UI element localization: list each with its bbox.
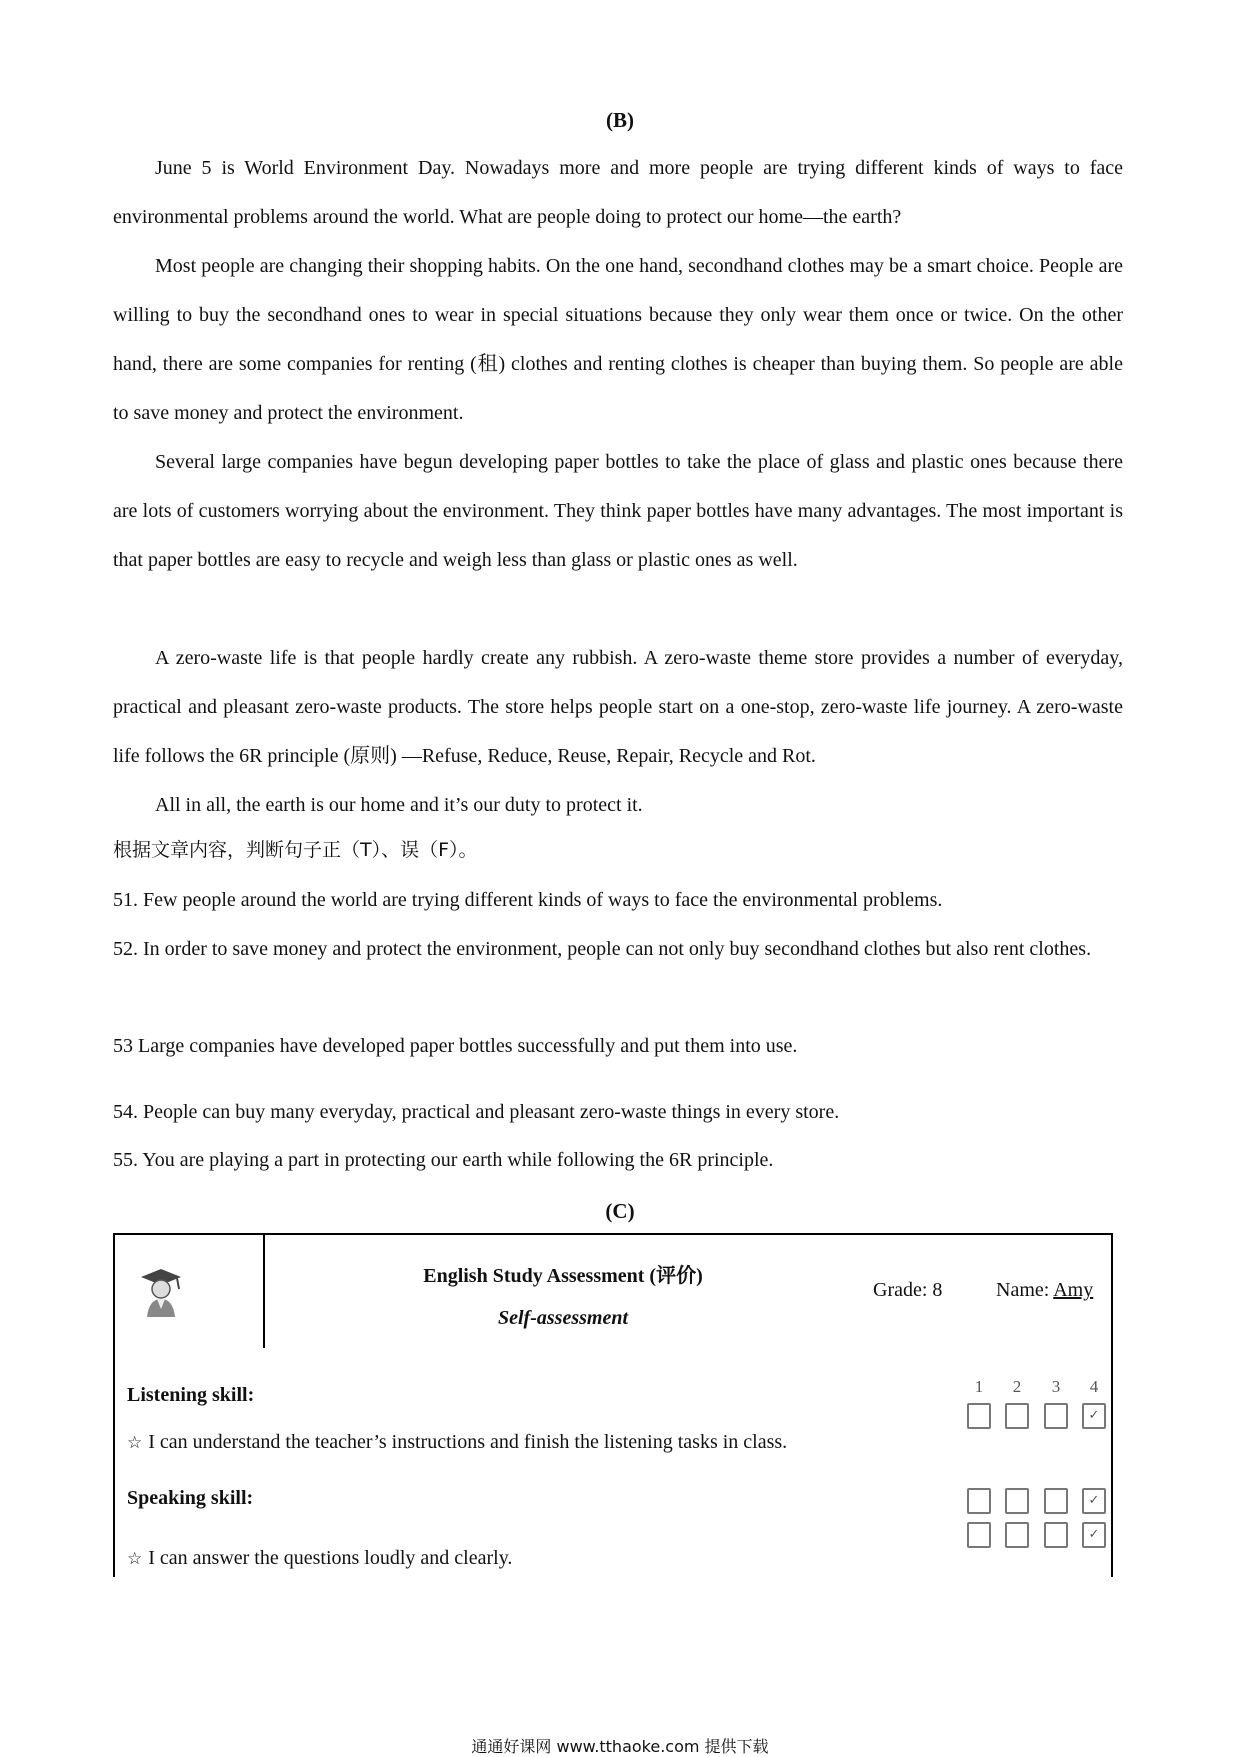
speaking-statement-text: I can answer the questions loudly and clearly. — [148, 1547, 513, 1569]
listening-skill-title: Listening skill: — [127, 1384, 255, 1406]
star-icon: ☆ — [127, 1433, 143, 1453]
listening-rating-2-checkbox[interactable] — [1005, 1403, 1029, 1429]
name-label: Name: — [996, 1279, 1054, 1301]
speaking-rating-4-checkbox[interactable]: ✓ — [1082, 1488, 1106, 1514]
avatar-cell — [115, 1235, 265, 1348]
speaking-rating-1-checkbox-row2[interactable] — [967, 1522, 991, 1548]
listening-skill-statement — [127, 1431, 787, 1454]
passage-paragraph-3: Several large companies have begun developing paper bottles to take the place of glass and plastic ones because there are lots of customers worrying about the environment. They think paper bottles have many advantages. The most important is that paper bottles are easy to recycle and weigh less than glass or plastic ones as well. — [113, 451, 1123, 571]
question-52: 52. In order to save money and protect the environment, people can not only buy secondhand clothes but also rent clothes. — [113, 938, 1092, 960]
star-icon: ☆ — [127, 1549, 143, 1569]
page-footer: 通通好课网 www.tthaoke.com 提供下载 — [471, 1737, 769, 1756]
speaking-rating-4-checkbox-row2[interactable]: ✓ — [1082, 1522, 1106, 1548]
speaking-rating-2-checkbox[interactable] — [1005, 1488, 1029, 1514]
assessment-form — [113, 1233, 1113, 1577]
question-55: 55. You are playing a part in protecting our earth while following the 6R principle. — [113, 1149, 774, 1171]
speaking-skill-statement — [127, 1547, 512, 1570]
grade-label: Grade: 8 — [873, 1279, 943, 1301]
question-54: 54. People can buy many everyday, practical and pleasant zero-waste things in every store. — [113, 1101, 840, 1123]
scale-number-2: 2 — [1012, 1377, 1022, 1396]
name-field — [996, 1279, 1093, 1302]
section-b-heading: (B) — [606, 108, 634, 132]
question-51: 51. Few people around the world are trying different kinds of ways to face the environmental problems. — [113, 889, 943, 911]
speaking-rating-3-checkbox-row2[interactable] — [1044, 1522, 1068, 1548]
listening-rating-1-checkbox[interactable] — [967, 1403, 991, 1429]
speaking-skill-title: Speaking skill: — [127, 1487, 254, 1509]
question-53: 53 Large companies have developed paper bottles successfully and put them into use. — [113, 1035, 798, 1057]
speaking-rating-1-checkbox[interactable] — [967, 1488, 991, 1514]
listening-rating-4-checkbox[interactable]: ✓ — [1082, 1403, 1106, 1429]
assessment-title: English Study Assessment (评价) — [423, 1265, 703, 1287]
assessment-subtitle: Self-assessment — [498, 1307, 628, 1329]
passage-paragraph-4: A zero-waste life is that people hardly create any rubbish. A zero-waste theme store provides a number of everyday, practical and pleasant zero-waste products. The store helps people start on a one-stop, zero-waste life journey. A zero-waste life follows the 6R principle (原则) —Refuse, Reduce, Reuse, Repair, Recycle and Rot. — [113, 647, 1123, 767]
passage-paragraph-5: All in all, the earth is our home and it’s our duty to protect it. — [155, 794, 643, 816]
listening-statement-text: I can understand the teacher’s instructions and finish the listening tasks in class. — [148, 1431, 788, 1453]
speaking-rating-3-checkbox[interactable] — [1044, 1488, 1068, 1514]
scale-number-3: 3 — [1051, 1377, 1061, 1396]
graduate-avatar-icon — [133, 1265, 189, 1321]
speaking-rating-2-checkbox-row2[interactable] — [1005, 1522, 1029, 1548]
instruction-text: 根据文章内容，判断句子正（T）、误（F）。 — [113, 839, 478, 861]
passage-paragraph-2: Most people are changing their shopping habits. On the one hand, secondhand clothes may be a smart choice. People are willing to buy the secondhand ones to wear in special situations because they only wear them once or twice. On the other hand, there are some companies for renting (租) clothes and renting clothes is cheaper than buying them. So people are able to save money and protect the environment. — [113, 255, 1123, 424]
name-value: Amy — [1053, 1279, 1094, 1301]
scale-number-1: 1 — [974, 1377, 984, 1396]
section-c-heading: (C) — [605, 1199, 635, 1223]
scale-number-4: 4 — [1089, 1377, 1099, 1396]
passage-paragraph-1: June 5 is World Environment Day. Nowadays more and more people are trying different kinds of ways to face environmental problems around the world. What are people doing to protect our home—the earth? — [113, 157, 1123, 228]
listening-rating-3-checkbox[interactable] — [1044, 1403, 1068, 1429]
